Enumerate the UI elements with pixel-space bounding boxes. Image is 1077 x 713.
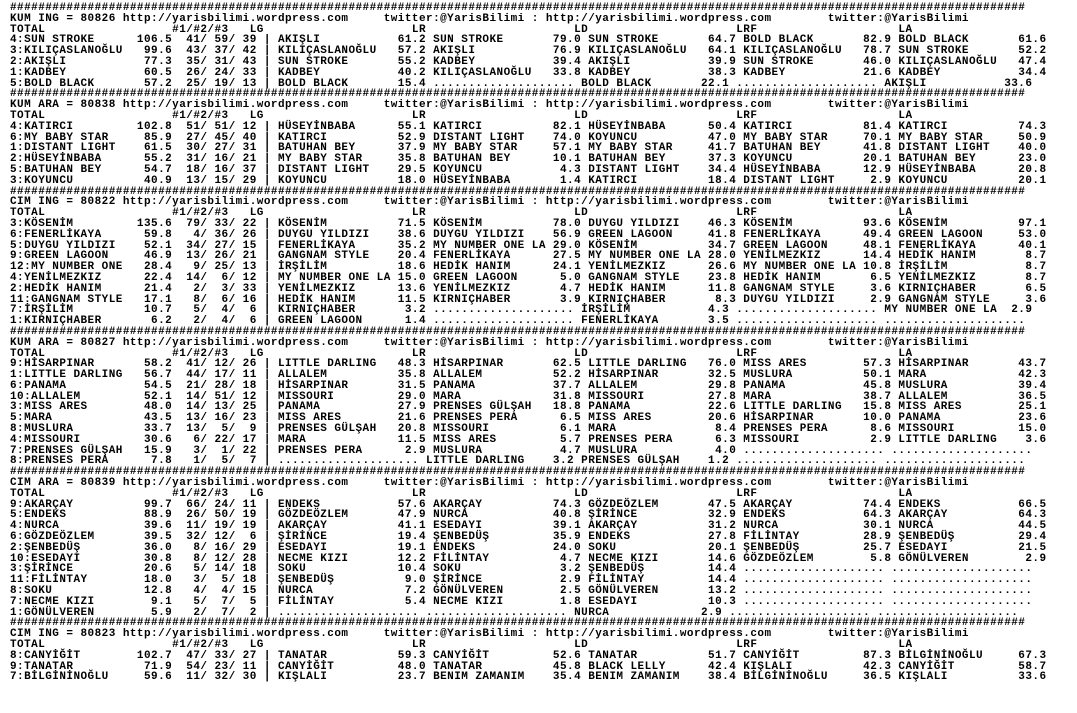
data-row: 9:HİSARPINAR 58.2 41/ 12/ 26 | LITTLE DARLING 48.3 HİSARPINAR 62.5 LITTLE DARLING 76.0 MISS ARES 57.3 HİSARPINAR 43.7 bbox=[10, 358, 1047, 371]
data-row: 10:ALLALEM 52.1 14/ 51/ 12 | MISSOURI 29.0 MARA 31.8 MISSOURI 27.8 MARA 38.7 ALLALEM 36.5 bbox=[10, 390, 1047, 403]
data-row: 6:FENERLİKAYA 59.8 4/ 36/ 26 | DUYGU YILDIZI 38.6 DUYGU YILDIZI 56.9 GREEN LAGOON 41.8 FENERLİKAYA 49.4 GREEN LAGOON 53.0 bbox=[10, 228, 1047, 241]
race-header: KUM ARA = 80827 http://yarisbilimi.wordpress.com twitter:@YarisBilimi : http://yarisbilimi.wordpress.com twitter:@YarisBilimi bbox=[10, 336, 969, 349]
data-row: 11:GANGNAM STYLE 17.1 8/ 6/ 16 | HEDİK HANIM 11.5 KIRNIÇHABER 3.9 KIRNIÇHABER 8.3 DUYGU YILDIZI 2.9 GANGNAM STYLE 3.6 bbox=[10, 293, 1047, 306]
data-row: 5:DUYGU YILDIZI 52.1 34/ 27/ 15 | FENERLİKAYA 35.2 MY NUMBER ONE LA 29.0 KÖSENİM 34.7 GREEN LAGOON 48.1 FENERLİKAYA 40.1 bbox=[10, 239, 1047, 252]
separator-line: ################################################################################################################################################ bbox=[10, 185, 1026, 198]
column-header: TOTAL #1/#2/#3 LG LR LD LRF LA bbox=[10, 109, 913, 122]
data-row: 5:BATUHAN BEY 54.7 18/ 16/ 37 | DISTANT LIGHT 29.5 KOYUNCU 4.3 DISTANT LIGHT 34.4 HÜSEYİNBABA 12.9 HÜSEYİNBABA 20.8 bbox=[10, 163, 1047, 176]
data-row: 3:KILIÇASLANOĞLU 99.6 43/ 37/ 42 | KILIÇASLANOĞLU 57.2 AKIŞLI 76.9 KILIÇASLANOĞLU 64.1 KILIÇASLANOĞLU 78.7 SUN STROKE 52.2 bbox=[10, 45, 1047, 58]
data-row: 9:GREEN LAGOON 46.9 13/ 26/ 21 | GANGNAM STYLE 20.4 FENERLİKAYA 27.5 MY NUMBER ONE LA 28.0 YENİLMEZKIZ 14.4 HEDİK HANIM 8.7 bbox=[10, 250, 1047, 263]
data-row: 1:GÖNÜLVEREN 5.9 2/ 7/ 2 | .................... .................... NURCA 2.9 .................... .................... bbox=[10, 606, 1019, 619]
separator-line: ################################################################################################################################################ bbox=[10, 325, 1026, 338]
data-row: 4:MISSOURI 30.6 6/ 22/ 17 | MARA 11.5 MISS ARES 5.7 PRENSES PERA 6.3 MISSOURI 2.9 LITTLE DARLING 3.6 bbox=[10, 433, 1047, 446]
separator-line: ################################################################################################################################################ bbox=[10, 88, 1026, 101]
data-row: 8:CANYİĞİT 102.7 47/ 33/ 27 | TANATAR 59.3 CANYİĞİT 52.6 TANATAR 51.7 CANYİĞİT 87.3 BİLGİNİNOĞLU 67.3 bbox=[10, 649, 1047, 662]
data-row: 2:ŞENBEDÜŞ 36.0 8/ 16/ 29 | ESEDAYI 19.1 ENDEKS 24.0 SOKU 20.1 ŞENBEDÜŞ 25.7 ESEDAYI 21.5 bbox=[10, 541, 1047, 554]
race-header: KUM ARA = 80838 http://yarisbilimi.wordpress.com twitter:@YarisBilimi : http://yarisbilimi.wordpress.com twitter:@YarisBilimi bbox=[10, 99, 969, 112]
data-row: 8:MUSLURA 33.7 13/ 5/ 9 | PRENSES GÜLŞAH 20.8 MISSOURI 6.1 MARA 8.4 PRENSES PERA 8.6 MISSOURI 15.0 bbox=[10, 423, 1047, 436]
data-row: 1:KIRNIÇHABER 6.2 2/ 4/ 6 | GREEN LAGOON 1.4 .................... FENERLİKAYA 3.5 .................... .................... bbox=[10, 315, 1026, 328]
data-row: 5:ENDEKS 88.9 26/ 50/ 19 | GÖZDEÖZLEM 47.9 NURCA 40.8 ŞİRİNCE 32.9 ENDEKS 64.3 AKARÇAY 64.3 bbox=[10, 509, 1047, 522]
separator-line: ################################################################################################################################################ bbox=[10, 466, 1026, 479]
data-row: 1:KADBEY 60.5 26/ 24/ 33 | KADBEY 40.2 KILIÇASLANOĞLU 33.8 KADBEY 38.3 KADBEY 21.6 KADBEY 34.4 bbox=[10, 66, 1047, 79]
race-statistics-document bbox=[10, 3, 1047, 683]
column-header: TOTAL #1/#2/#3 LG LR LD LRF LA bbox=[10, 639, 913, 652]
data-row: 1:LITTLE DARLING 56.7 44/ 17/ 11 | ALLALEM 35.8 ALLALEM 52.2 HİSARPINAR 32.5 MUSLURA 50.1 MARA 42.3 bbox=[10, 369, 1047, 382]
column-header: TOTAL #1/#2/#3 LG LR LD LRF LA bbox=[10, 207, 913, 220]
data-row: 12:MY NUMBER ONE 28.4 9/ 25/ 13 | İRŞİLİM 18.6 HEDİK HANIM 24.1 YENİLMEZKIZ 26.6 MY NUMBER ONE LA 10.8 İRŞİLİM 8.7 bbox=[10, 261, 1047, 274]
column-header: TOTAL #1/#2/#3 LG LR LD LRF LA bbox=[10, 347, 913, 360]
data-row: 7:BİLGİNİNOĞLU 59.6 11/ 32/ 30 | KIŞLALI 23.7 BENIM ZAMANIM 35.4 BENIM ZAMANIM 38.4 BİLGİNİNOĞLU 36.5 KIŞLALI 33.6 bbox=[10, 671, 1047, 684]
data-row: 7:İRŞİLİM 10.7 5/ 4/ 6 | KIRNIÇHABER 3.2 .................... İRŞİLİM 4.3 .................... MY NUMBER ONE LA 2.9 bbox=[10, 304, 1033, 317]
data-row: 8:SOKU 12.8 4/ 4/ 15 | NURCA 7.2 GÖNÜLVEREN 2.5 GÖNÜLVEREN 13.2 .................... .................... bbox=[10, 585, 1033, 598]
data-row: 4:YENİLMEZKIZ 22.4 14/ 6/ 12 | MY NUMBER ONE LA 15.0 GREEN LAGOON 5.0 GANGNAM STYLE 23.8 HEDİK HANIM 6.5 YENİLMEZKIZ 8.7 bbox=[10, 271, 1047, 284]
data-row: 10:ESEDAYI 30.8 8/ 12/ 28 | NECME KIZI 12.2 FİLİNTAY 4.7 NECME KIZI 14.6 GÖZDEÖZLEM 5.8 GÖNÜLVEREN 2.9 bbox=[10, 552, 1047, 565]
data-row: 5:MARA 43.5 13/ 16/ 23 | MISS ARES 21.6 PRENSES PERA 6.5 MISS ARES 20.6 HİSARPINAR 10.0 PANAMA 23.6 bbox=[10, 412, 1047, 425]
data-row: 6:MY BABY STAR 85.9 27/ 45/ 40 | KATIRCI 52.9 DISTANT LIGHT 74.0 KOYUNCU 47.0 MY BABY STAR 70.1 MY BABY STAR 50.9 bbox=[10, 131, 1047, 144]
data-row: 7:NECME KIZI 9.1 5/ 7/ 5 | FİLİNTAY 5.4 NECME KIZI 1.8 ESEDAYI 10.3 .................... .................... bbox=[10, 595, 1033, 608]
data-row: 4:NURCA 39.6 11/ 19/ 19 | AKARÇAY 41.1 ESEDAYI 39.1 AKARÇAY 31.2 NURCA 30.1 NURCA 44.5 bbox=[10, 520, 1047, 533]
data-row: 5:BOLD BLACK 57.2 25/ 19/ 13 | BOLD BLACK 15.4 .................... BOLD BLACK 22.1 .................... AKIŞLI 33.6 bbox=[10, 77, 1033, 90]
data-row: 2:HEDİK HANIM 21.4 2/ 3/ 33 | YENİLMEZKIZ 13.6 YENİLMEZKIZ 4.7 HEDİK HANIM 11.8 GANGNAM STYLE 3.6 KIRNIÇHABER 6.5 bbox=[10, 282, 1047, 295]
race-header: KUM ING = 80826 http://yarisbilimi.wordpress.com twitter:@YarisBilimi : http://yarisbilimi.wordpress.com twitter:@YarisBilimi bbox=[10, 12, 969, 25]
race-header: CIM ING = 80823 http://yarisbilimi.wordpress.com twitter:@YarisBilimi : http://yarisbilimi.wordpress.com twitter:@YarisBilimi bbox=[10, 628, 969, 641]
data-row: 1:DISTANT LIGHT 61.5 30/ 27/ 31 | BATUHAN BEY 37.9 MY BABY STAR 57.1 MY BABY STAR 41.7 BATUHAN BEY 41.8 DISTANT LIGHT 40.0 bbox=[10, 142, 1047, 155]
data-row: 6:GÖZDEÖZLEM 39.5 32/ 12/ 6 | ŞİRİNCE 19.4 ŞENBEDÜŞ 35.9 ENDEKS 27.8 FİLİNTAY 28.9 ŞENBEDÜŞ 29.4 bbox=[10, 531, 1047, 544]
data-row: 3:KOYUNCU 40.9 13/ 15/ 29 | KOYUNCU 18.0 HÜSEYİNBABA 1.4 KATIRCI 18.4 DISTANT LIGHT 2.9 KOYUNCU 20.1 bbox=[10, 174, 1047, 187]
separator-line: ################################################################################################################################################ bbox=[10, 2, 1026, 14]
data-row: 2:AKIŞLI 77.3 35/ 31/ 43 | SUN STROKE 55.2 KADBEY 39.4 AKIŞLI 39.9 SUN STROKE 46.0 KILIÇASLANOĞLU 47.4 bbox=[10, 55, 1047, 68]
data-row: 9:AKARÇAY 99.7 66/ 24/ 11 | ENDEKS 57.6 AKARÇAY 74.3 GÖZDEÖZLEM 47.5 AKARÇAY 74.4 ENDEKS 66.5 bbox=[10, 498, 1047, 511]
race-header: CIM ING = 80822 http://yarisbilimi.wordpress.com twitter:@YarisBilimi : http://yarisbilimi.wordpress.com twitter:@YarisBilimi bbox=[10, 196, 969, 209]
column-header: TOTAL #1/#2/#3 LG LR LD LRF LA bbox=[10, 487, 913, 500]
data-row: 3:MISS ARES 48.0 14/ 13/ 25 | PANAMA 27.9 PRENSES GÜLŞAH 18.8 PANAMA 22.6 LITTLE DARLING 15.8 MISS ARES 25.1 bbox=[10, 401, 1047, 414]
data-row: 4:SUN STROKE 106.5 41/ 59/ 39 | AKIŞLI 61.2 SUN STROKE 79.0 SUN STROKE 64.7 BOLD BLACK 82.9 BOLD BLACK 61.6 bbox=[10, 34, 1047, 47]
data-row: 8:PRENSES PERA 7.8 1/ 5/ 7 | .................... LITTLE DARLING 3.2 PRENSES GÜLŞAH 1.2 .................... .................... bbox=[10, 455, 1026, 468]
data-row: 3:ŞİRİNCE 20.6 5/ 14/ 18 | SOKU 10.4 SOKU 3.2 ŞENBEDÜŞ 14.4 .................... .................... bbox=[10, 563, 1033, 576]
race-header: CIM ARA = 80839 http://yarisbilimi.wordpress.com twitter:@YarisBilimi : http://yarisbilimi.wordpress.com twitter:@YarisBilimi bbox=[10, 477, 969, 490]
data-row: 6:PANAMA 54.5 21/ 28/ 18 | HİSARPINAR 31.5 PANAMA 37.7 ALLALEM 29.8 PANAMA 45.8 MUSLURA 39.4 bbox=[10, 379, 1047, 392]
column-header: TOTAL #1/#2/#3 LG LR LD LRF LA bbox=[10, 23, 913, 36]
data-row: 3:KÖSENİM 135.6 79/ 33/ 22 | KÖSENİM 71.5 KÖSENİM 78.0 DUYGU YILDIZI 46.3 KÖSENİM 93.6 KÖSENİM 97.1 bbox=[10, 217, 1047, 230]
data-row: 7:PRENSES GÜLŞAH 15.9 3/ 1/ 22 | PRENSES PERA 2.9 MUSLURA 4.7 MUSLURA 4.0 .................... .................... bbox=[10, 444, 1033, 457]
data-row: 11:FİLİNTAY 18.0 3/ 5/ 18 | ŞENBEDÜŞ 9.0 ŞİRİNCE 2.9 FİLİNTAY 14.4 .................... .................... bbox=[10, 574, 1033, 587]
data-row: 2:HÜSEYİNBABA 55.2 31/ 16/ 21 | MY BABY STAR 35.8 BATUHAN BEY 10.1 BATUHAN BEY 37.3 KOYUNCU 20.1 BATUHAN BEY 23.0 bbox=[10, 153, 1047, 166]
data-row: 9:TANATAR 71.9 54/ 23/ 11 | CANYİĞİT 48.0 TANATAR 45.8 BLACK LELLY 42.4 KIŞLALI 42.3 CANYİĞİT 58.7 bbox=[10, 660, 1047, 673]
data-row: 4:KATIRCI 102.8 51/ 51/ 12 | HÜSEYİNBABA 55.1 KATIRCI 82.1 HÜSEYİNBABA 50.4 KATIRCI 81.4 KATIRCI 74.3 bbox=[10, 120, 1047, 133]
separator-line: ################################################################################################################################################ bbox=[10, 617, 1026, 630]
